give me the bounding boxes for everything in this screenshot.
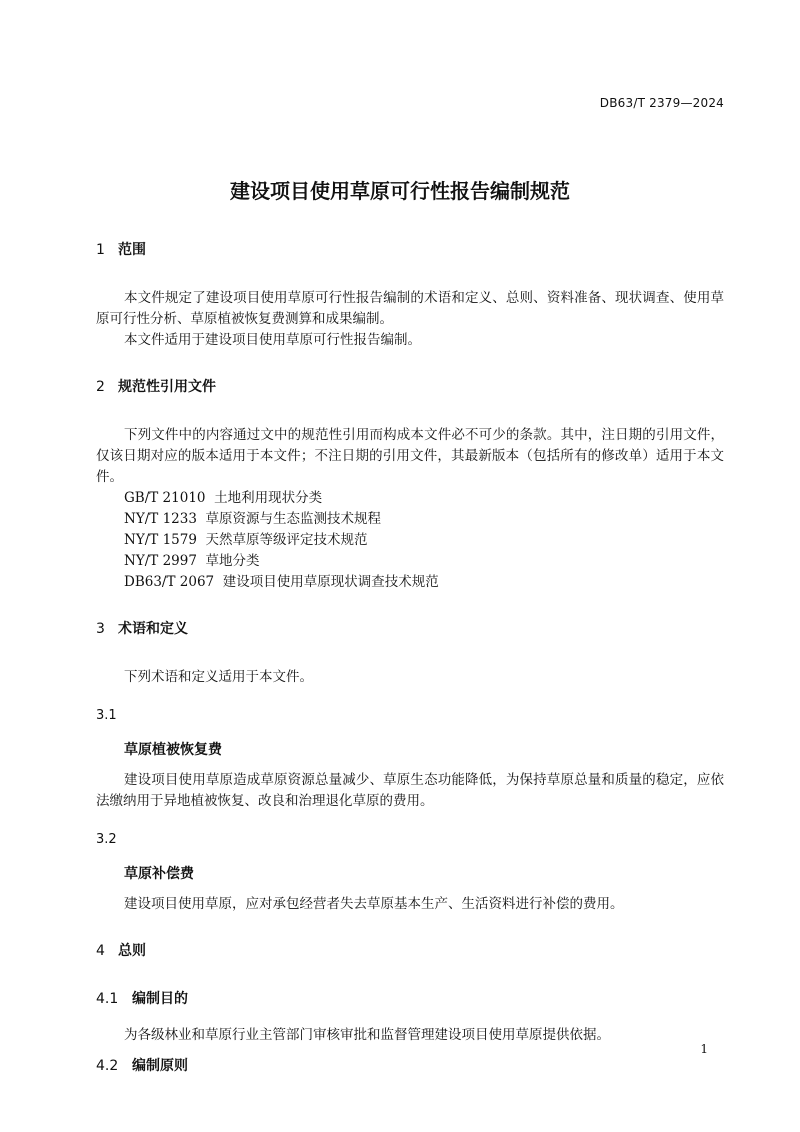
- term-number: 3.1: [96, 708, 117, 723]
- section-number: 1: [96, 242, 105, 258]
- subsection-heading: [96, 1056, 724, 1076]
- section-title: 范围: [118, 242, 146, 258]
- reference-item: DB63/T 2067 建设项目使用草原现状调查技术规范: [124, 574, 439, 590]
- term-name: 草原植被恢复费: [124, 742, 222, 758]
- section-title: 总则: [118, 943, 146, 959]
- section-number: 4: [96, 943, 105, 959]
- paragraph: 下列文件中的内容通过文中的规范性引用而构成本文件必不可少的条款。其中，注日期的引用文件，仅该日期对应的版本适用于本文件；不注日期的引用文件，其最新版本（包括所有的修改单）适用于本文件。: [96, 427, 724, 485]
- subsection-number: 4.1: [96, 991, 119, 1007]
- paragraph: 本文件适用于建设项目使用草原可行性报告编制。: [124, 332, 421, 348]
- section-heading-general: [96, 941, 724, 961]
- standard-code: DB63/T 2379—2024: [599, 96, 724, 110]
- document-body: [96, 240, 724, 1092]
- section-heading-normative-references: [96, 377, 724, 397]
- reference-item: NY/T 1579 天然草原等级评定技术规范: [124, 532, 368, 548]
- document-title: 建设项目使用草原可行性报告编制规范: [230, 179, 570, 203]
- term-name: 草原补偿费: [124, 866, 194, 882]
- section-title: 术语和定义: [118, 621, 188, 637]
- section-number: 2: [96, 379, 105, 395]
- reference-item: GB/T 21010 土地利用现状分类: [124, 490, 323, 506]
- paragraph: 为各级林业和草原行业主管部门审核审批和监督管理建设项目使用草原提供依据。: [124, 1027, 610, 1043]
- section-number: 3: [96, 621, 105, 637]
- section-title: 规范性引用文件: [118, 379, 216, 395]
- section-heading-terms: [96, 619, 724, 639]
- paragraph: 本文件规定了建设项目使用草原可行性报告编制的术语和定义、总则、资料准备、现状调查、使用草原可行性分析、草原植被恢复费测算和成果编制。: [96, 290, 724, 327]
- term-definition: 建设项目使用草原，应对承包经营者失去草原基本生产、生活资料进行补偿的费用。: [124, 896, 624, 912]
- subsection-heading: [96, 989, 724, 1009]
- reference-item: NY/T 1233 草原资源与生态监测技术规程: [124, 511, 382, 527]
- reference-item: NY/T 2997 草地分类: [124, 553, 260, 569]
- subsection-title: 编制原则: [132, 1058, 188, 1074]
- subsection-number: 4.2: [96, 1058, 119, 1074]
- paragraph: 下列术语和定义适用于本文件。: [124, 669, 313, 685]
- term-number: 3.2: [96, 832, 117, 847]
- term-definition: 建设项目使用草原造成草原资源总量减少、草原生态功能降低，为保持草原总量和质量的稳定，应依法缴纳用于异地植被恢复、改良和治理退化草原的费用。: [96, 772, 724, 809]
- section-heading-scope: [96, 240, 724, 260]
- page-number: 1: [700, 1042, 708, 1056]
- subsection-title: 编制目的: [132, 991, 188, 1007]
